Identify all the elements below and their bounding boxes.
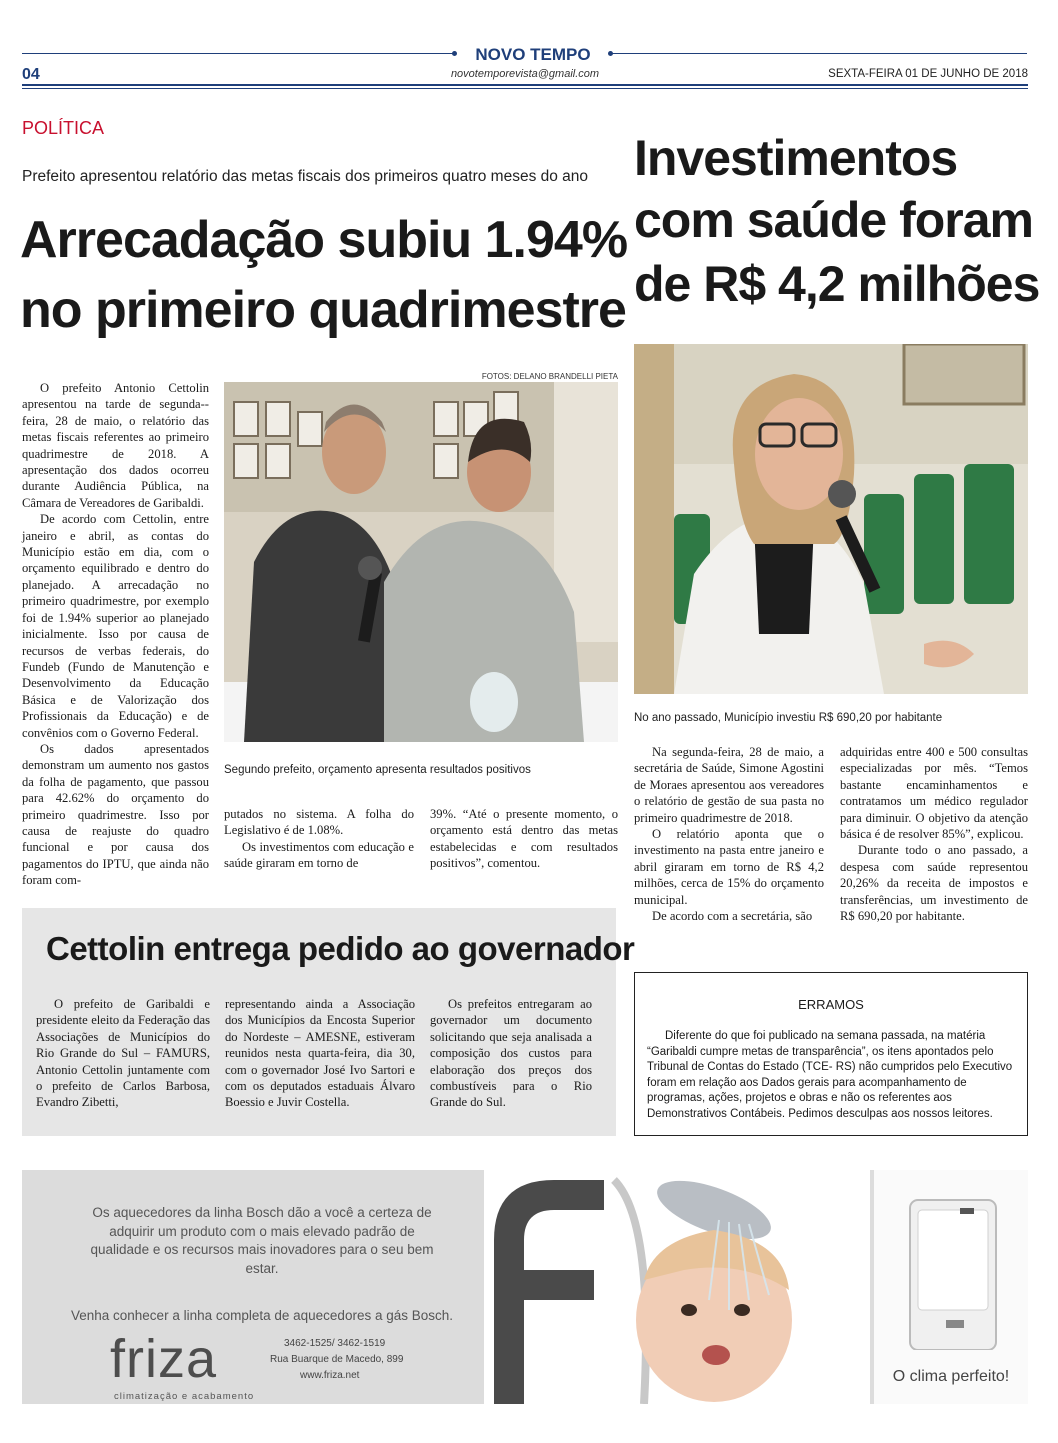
article1-column-1: [22, 380, 209, 889]
ad-text-secondary: Venha conhecer a linha completa de aquecedores a gás Bosch.: [70, 1308, 453, 1323]
photo-credit: FOTOS: DELANO BRANDELLI PIETA: [481, 372, 618, 381]
article3-col1-paragraph: O prefeito de Garibaldi e presidente eleito da Federação das Associações de Municípios do Rio Grande do Sul – FAMURS, Antonio Cettolin juntamente com o prefeito de Carlos Barbosa, Evandro Zibetti,: [36, 997, 210, 1110]
water-heater-icon: [874, 1170, 1028, 1350]
article2-headline-line2: com saúde foram: [634, 192, 1034, 248]
header-double-rule: [22, 84, 1028, 89]
page-number: 04: [22, 66, 40, 83]
article3-col3-paragraph: Os prefeitos entregaram ao governador um documento solicitando que seja analisada a composição dos custos para elaboração dos preços dos combustíveis para o Rio Grande do Sul.: [430, 997, 592, 1110]
erramos-box: [634, 972, 1028, 1136]
article1-kicker: Prefeito apresentou relatório das metas fiscais dos primeiros quatro meses do ano: [22, 168, 589, 185]
article3-col2-paragraph: representando ainda a Associação dos Municípios da Encosta Superior do Nordeste – AMESNE, estiveram reunidos nesta quarta-feira, dia 30, com o governador José Ivo Sartori e com os deputados estaduais Álvaro Boessio e Juvir Costella.: [225, 997, 415, 1110]
article2-caption: No ano passado, Município investiu R$ 690,20 por habitante: [634, 712, 943, 724]
article2-col2-paragraph: adquiridas entre 400 e 500 consultas especializadas por mês. “Temos bastante encaminhamentos e contratamos um médico regulador para diminuir. O objetivo da atenção básica é de resolver 85%”, explicou.: [840, 745, 1028, 842]
article2-col1-paragraph: O relatório aponta que o investimento na pasta entre janeiro e abril giraram em torno de R$ 4,2 milhões, cerca de 15% do orçamento municipal.: [634, 827, 824, 907]
ad-product-panel: [874, 1170, 1028, 1404]
header-rule-right: [612, 53, 1027, 54]
article3-column-3: [430, 996, 592, 1111]
article1-caption: Segundo prefeito, orçamento apresenta resultados positivos: [224, 764, 531, 776]
article1-col1-paragraph: Os dados apresentados demonstram um aumento nos gastos da folha de pagamento, que passou para 42.62% do orçamento do primeiro quadrimestre. Isso por causa de reajuste do quadro funcional e por causa dos pagamentos do IPTU, que ainda não foram com-: [22, 741, 209, 888]
header-email: novotemporevista@gmail.com: [450, 68, 600, 80]
page-header: [0, 0, 1058, 90]
ad-phone: 3462-1525/ 3462-1519: [284, 1338, 386, 1349]
advertisement: [22, 1170, 1028, 1404]
header-dot-right: [608, 51, 613, 56]
article2-column-2: [840, 744, 1028, 924]
header-dot-left: [452, 51, 457, 56]
article2-col1-paragraph: Na segunda-feira, 28 de maio, a secretária de Saúde, Simone Agostini de Moraes apresentou aos vereadores o relatório de gestão de sua pasta no primeiro quadrimestre de 2018.: [634, 745, 824, 825]
newspaper-title: NOVO TEMPO: [475, 45, 591, 64]
article1-col1-paragraph: O prefeito Antonio Cettolin apresentou na tarde de segunda--feira, 28 de maio, o relatório das metas fiscais referentes ao primeiro quadrimestre de 2018. A apresentação dos dados ocorreu durante Audiência Pública, na Câmara de Vereadores de Garibaldi.: [22, 381, 209, 510]
ad-website: www.friza.net: [300, 1370, 360, 1381]
article3-box: [22, 908, 635, 1136]
erramos-text: Diferente do que foi publicado na semana passada, na matéria “Garibaldi cumpre metas de transparência”, os itens apontados pelo Tribunal de Contas do Estado (TCE- RS) não cumpridos pelo Executivo foram em relação aos Dados gerais para acompanhamento de programas, ações, projetos e obras e não os referentes aos Demonstrativos Contábeis. Pedimos desculpas aos nossos leitores.: [647, 1030, 1013, 1120]
article3-headline: Cettolin entrega pedido ao governador: [46, 930, 635, 967]
article1-photo: [224, 382, 618, 742]
article1-headline-line2: no primeiro quadrimestre: [20, 281, 626, 339]
section-label: POLÍTICA: [22, 118, 105, 138]
article2-photo: [634, 344, 1028, 694]
ad-address: Rua Buarque de Macedo, 899: [270, 1354, 404, 1365]
article1-headline-line1: Arrecadação subiu 1.94%: [20, 211, 628, 269]
ad-slogan: O clima perfeito!: [892, 1368, 1010, 1385]
ad-text-main: Os aquecedores da linha Bosch dão a você a certeza de adquirir um produto com o mais elevado padrão de qualidade e os recursos mais inovadores para o seu bem estar.: [90, 1205, 434, 1276]
article3-column-2: [225, 996, 415, 1111]
article2-headline-line3: de R$ 4,2 milhões: [634, 256, 1040, 312]
article2-col1-paragraph: De acordo com a secretária, são: [652, 909, 813, 924]
friza-logo: friza: [110, 1329, 218, 1389]
header-date: SEXTA-FEIRA 01 DE JUNHO DE 2018: [828, 68, 1028, 80]
article1-col2-paragraph: Os investimentos com educação e saúde giraram em torno de: [224, 839, 414, 871]
header-rule-left: [22, 53, 454, 54]
article1-column-2: [224, 806, 414, 872]
article3-column-1: [36, 996, 210, 1111]
article1-col3-paragraph: 39%. “Até o presente momento, o orçamento está dentro das metas estabelecidas e com resultados positivos”, comentou.: [430, 807, 618, 871]
ad-baby-image: [484, 1170, 870, 1404]
article1-column-3: [430, 806, 618, 872]
erramos-title: ERRAMOS: [798, 997, 864, 1012]
article2-column-1: [634, 744, 824, 924]
article1-col1-paragraph: De acordo com Cettolin, entre janeiro e abril, as contas do Município estão em dia, com o orçamento equilibrado e dentro do planejado. A arrecadação no primeiro quadrimestre, por exemplo foi de 1.94% superior ao planejado inicialmente. Isso por causa de recursos de verbas federais, do Fundeb (Fundo de Manutenção e Desenvolvimento da Educação Básica e de Valorização dos Profissionais da Educação) e de convênios com o Governo Federal.: [22, 512, 209, 740]
article2-headline-line1: Investimentos: [634, 130, 958, 186]
article2-col2-paragraph: Durante todo o ano passado, a despesa com saúde representou 20,26% da receita de impostos e transferências, um investimento de R$ 690,20 por habitante.: [840, 843, 1028, 924]
friza-tagline: climatização e acabamento: [114, 1391, 255, 1402]
article1-col2-paragraph: putados no sistema. A folha do Legislativo é de 1.08%.: [224, 807, 414, 838]
